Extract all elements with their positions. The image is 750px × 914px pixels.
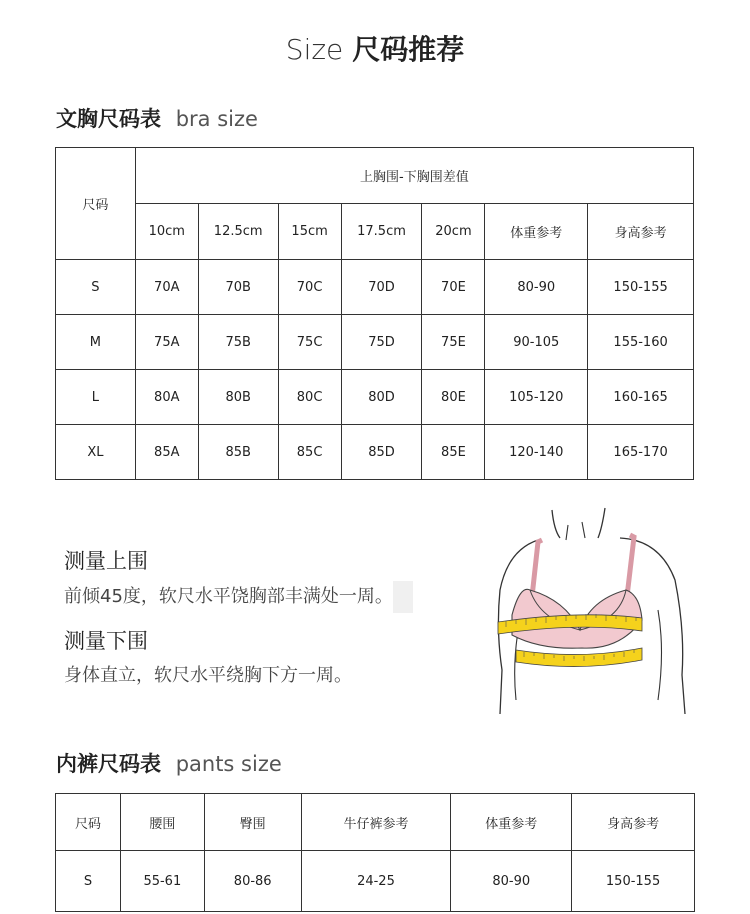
- column-header: 体重参考: [485, 204, 588, 260]
- table-cell: 70D: [341, 260, 422, 315]
- table-cell: 80C: [278, 370, 341, 425]
- table-cell: 105-120: [485, 370, 588, 425]
- table-cell: 155-160: [588, 315, 694, 370]
- upper-measure-text: [64, 581, 413, 613]
- table-cell: 80A: [135, 370, 198, 425]
- table-row: [56, 425, 694, 480]
- upper-measure-title: 测量上围: [64, 549, 148, 573]
- table-header-row: [56, 794, 695, 851]
- bust-difference-header: 上胸围-下胸围差值: [135, 148, 693, 204]
- table-cell: 80-90: [485, 260, 588, 315]
- table-row: [56, 260, 694, 315]
- table-cell: S: [56, 851, 121, 912]
- table-cell: 70C: [278, 260, 341, 315]
- lower-tape-measure: [516, 648, 642, 667]
- table-cell: 150-155: [572, 851, 695, 912]
- column-header: 臀围: [204, 794, 301, 851]
- column-header: 17.5cm: [341, 204, 422, 260]
- table-cell: 75D: [341, 315, 422, 370]
- table-cell: 85B: [198, 425, 278, 480]
- table-cell: 90-105: [485, 315, 588, 370]
- size-header-cell: 尺码: [56, 148, 136, 260]
- table-cell: L: [56, 370, 136, 425]
- table-cell: 75C: [278, 315, 341, 370]
- column-header: 体重参考: [451, 794, 572, 851]
- page-title-en: Size: [285, 33, 344, 66]
- table-cell: 70A: [135, 260, 198, 315]
- lower-measure-title: 测量下围: [64, 629, 148, 653]
- column-header: 牛仔裤参考: [301, 794, 451, 851]
- table-cell: 165-170: [588, 425, 694, 480]
- table-cell: 24-25: [301, 851, 451, 912]
- table-header-row: [56, 148, 694, 204]
- bra-section-title-zh: 文胸尺码表: [56, 107, 161, 131]
- pants-section-title-zh: 内裤尺码表: [56, 752, 161, 776]
- table-header-row: [56, 204, 694, 260]
- neck-right-line: [598, 508, 605, 538]
- table-cell: 55-61: [120, 851, 204, 912]
- table-cell: 75A: [135, 315, 198, 370]
- column-header: 12.5cm: [198, 204, 278, 260]
- upper-measure-text-content: 前倾45度，软尺水平饶胸部丰满处一周。: [64, 586, 393, 607]
- bra-section-title: [56, 103, 258, 133]
- table-cell: 85E: [422, 425, 485, 480]
- page-title-zh: 尺码推荐: [352, 33, 465, 66]
- table-cell: M: [56, 315, 136, 370]
- table-cell: 75B: [198, 315, 278, 370]
- table-cell: 80B: [198, 370, 278, 425]
- table-cell: 70E: [422, 260, 485, 315]
- table-cell: 80D: [341, 370, 422, 425]
- pants-size-table: [55, 793, 695, 912]
- lower-measure-text: 身体直立，软尺水平绕胸下方一周。: [64, 665, 352, 686]
- column-header: 尺码: [56, 794, 121, 851]
- pants-section-title: [56, 748, 282, 778]
- table-row: [56, 370, 694, 425]
- table-cell: 85A: [135, 425, 198, 480]
- table-cell: 160-165: [588, 370, 694, 425]
- table-cell: 80E: [422, 370, 485, 425]
- table-row: [56, 315, 694, 370]
- bra-section-title-en: bra size: [175, 107, 258, 131]
- table-cell: S: [56, 260, 136, 315]
- table-cell: 70B: [198, 260, 278, 315]
- table-cell: XL: [56, 425, 136, 480]
- table-cell: 80-86: [204, 851, 301, 912]
- table-cell: 85D: [341, 425, 422, 480]
- bra-size-table: [55, 147, 694, 480]
- table-cell: 80-90: [451, 851, 572, 912]
- column-header: 20cm: [422, 204, 485, 260]
- column-header: 15cm: [278, 204, 341, 260]
- column-header: 腰围: [120, 794, 204, 851]
- table-cell: 150-155: [588, 260, 694, 315]
- column-header: 身高参考: [588, 204, 694, 260]
- table-cell: 75E: [422, 315, 485, 370]
- column-header: 10cm: [135, 204, 198, 260]
- page-title: [0, 28, 750, 68]
- text-highlight: [393, 581, 413, 613]
- table-row: [56, 851, 695, 912]
- bra-measurement-illustration: [490, 500, 695, 715]
- table-cell: 120-140: [485, 425, 588, 480]
- pants-section-title-en: pants size: [175, 752, 282, 776]
- column-header: 身高参考: [572, 794, 695, 851]
- table-cell: 85C: [278, 425, 341, 480]
- neck-left-line: [552, 510, 560, 538]
- measure-instructions: [64, 545, 413, 687]
